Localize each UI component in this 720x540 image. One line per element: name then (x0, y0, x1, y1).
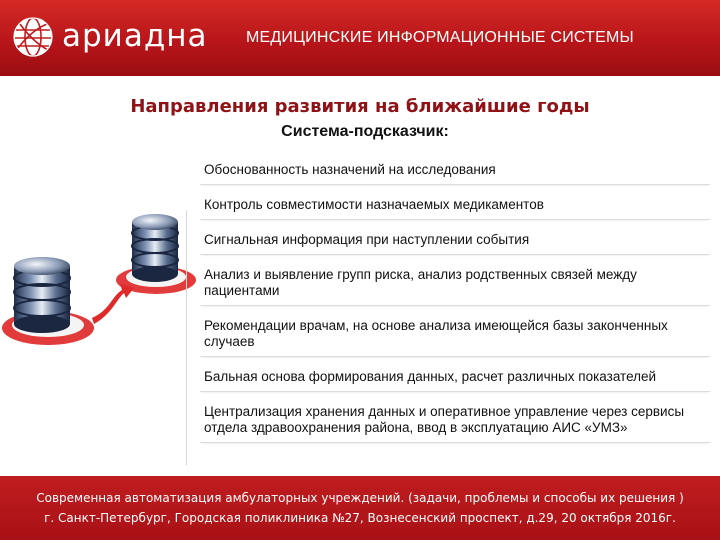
database-sync-illustration (0, 200, 200, 370)
list-item: Бальная основа формирования данных, расчет различных показателей (200, 365, 710, 392)
list-item: Централизация хранения данных и оперативное управление через сервисы отдела здравоохранения района, ввод в эксплуатацию АИС «УМЗ» (200, 400, 710, 443)
list-item: Сигнальная информация при наступлении события (200, 228, 710, 255)
database-stack-right (132, 214, 178, 282)
red-arrow-icon (92, 284, 134, 324)
slide-subtitle: Система-подсказчик: (281, 123, 449, 140)
footer-line-1: Современная автоматизация амбулаторных учреждений. (задачи, проблемы и способы их решения ) (36, 491, 684, 505)
logo-wordmark: ариадна (62, 18, 208, 54)
globe-icon (12, 16, 54, 58)
ariadna-logo[interactable] (12, 15, 227, 59)
header-bar (0, 0, 720, 76)
database-stack-left (14, 257, 70, 333)
divider-line (186, 210, 187, 465)
list-item: Анализ и выявление групп риска, анализ родственных связей между пациентами (200, 263, 710, 306)
list-item: Контроль совместимости назначаемых медикаментов (200, 193, 710, 220)
footer-line-2: г. Санкт-Петербург, Городская поликлиника №27, Вознесенский проспект, д.29, 20 октября 2016г. (44, 511, 676, 525)
footer-bar (0, 476, 720, 540)
list-item: Рекомендации врачам, на основе анализа имеющейся базы законченных случаев (200, 314, 710, 357)
slide-title: Направления развития на ближайшие годы (130, 96, 590, 117)
feature-list (200, 158, 710, 443)
header-title: МЕДИЦИНСКИЕ ИНФОРМАЦИОННЫЕ СИСТЕМЫ (246, 29, 634, 46)
list-item: Обоснованность назначений на исследования (200, 158, 710, 185)
